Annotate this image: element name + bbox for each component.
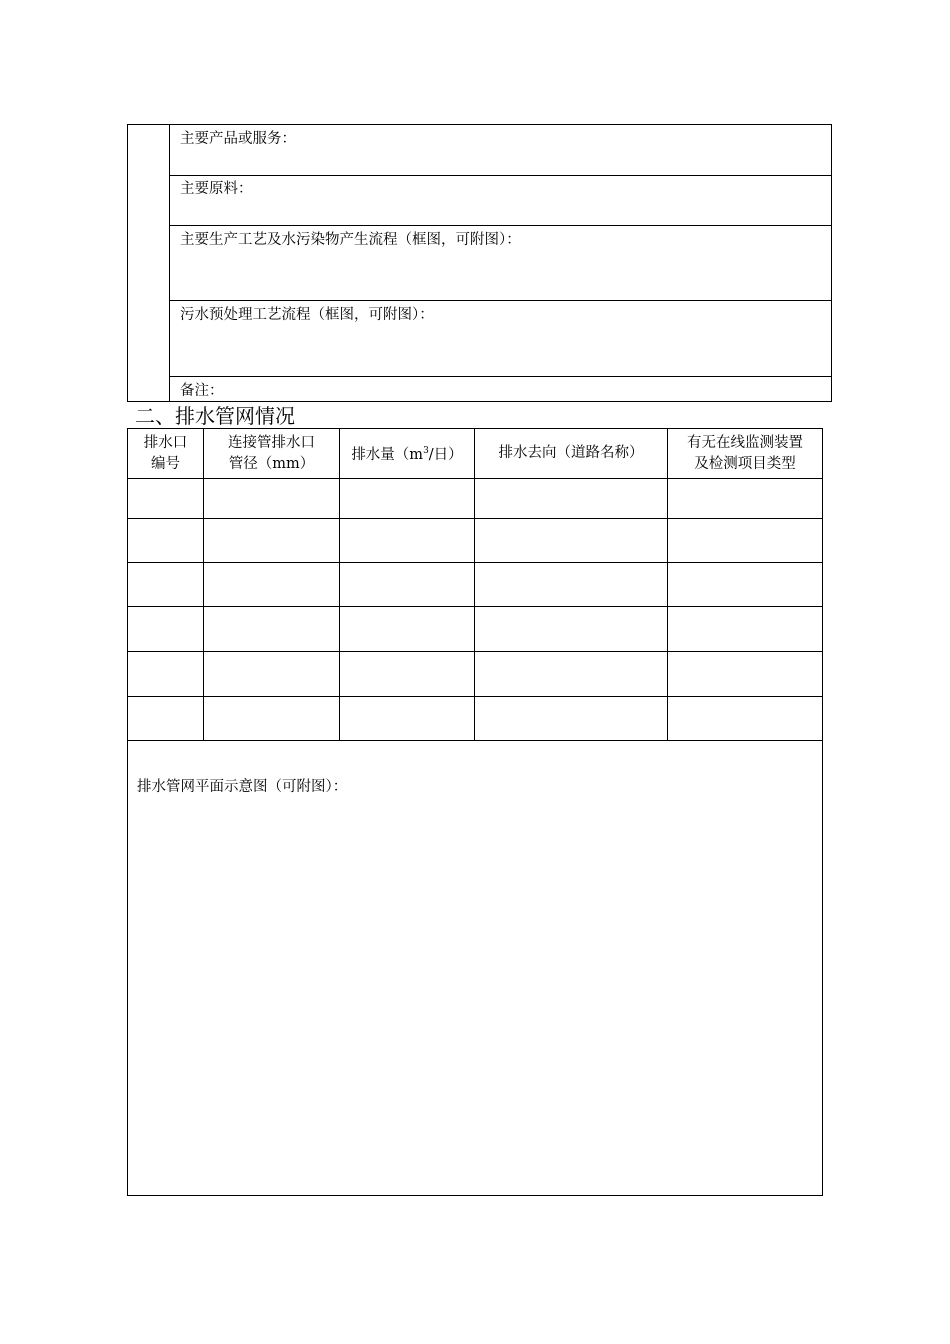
table-cell[interactable] <box>340 697 474 740</box>
table-cell[interactable] <box>128 697 203 740</box>
table-cell[interactable] <box>128 519 203 562</box>
table-cell[interactable] <box>475 479 667 518</box>
table-cell[interactable] <box>204 652 339 696</box>
header-discharge-volume: 排水量（$m^3/$日） <box>351 446 463 463</box>
table-cell[interactable] <box>128 607 203 651</box>
table-cell[interactable] <box>340 563 474 606</box>
header-discharge-destination: 排水去向（道路名称） <box>498 445 644 461</box>
row-divider <box>127 740 823 741</box>
section-title: 二、排水管网情况 <box>135 404 295 428</box>
network-diagram-label: 排水管网平面示意图（可附图）： <box>137 779 348 795</box>
table-cell[interactable] <box>340 652 474 696</box>
main-materials-label: 主要原料： <box>180 181 253 197</box>
table-cell[interactable] <box>204 519 339 562</box>
table-border-top <box>127 124 832 125</box>
table-border-bottom <box>127 1195 823 1196</box>
header-online-monitoring: 有无在线监测装置 及检测项目类型 <box>687 434 803 472</box>
table-cell[interactable] <box>668 607 822 651</box>
row-divider <box>169 175 832 176</box>
table-cell[interactable] <box>204 697 339 740</box>
table-cell[interactable] <box>128 563 203 606</box>
table-cell[interactable] <box>668 652 822 696</box>
production-process-field[interactable] <box>170 250 831 300</box>
row-divider <box>169 376 832 377</box>
main-products-label: 主要产品或服务： <box>180 131 296 147</box>
table-cell[interactable] <box>668 519 822 562</box>
table-cell[interactable] <box>668 697 822 740</box>
main-products-field[interactable] <box>170 148 831 175</box>
header-outlet-number: 排水口 编号 <box>143 434 188 472</box>
remarks-label: 备注： <box>180 383 224 399</box>
table-cell[interactable] <box>204 479 339 518</box>
table-cell[interactable] <box>204 607 339 651</box>
table-cell[interactable] <box>668 479 822 518</box>
table-border-right <box>822 428 823 1196</box>
table-cell[interactable] <box>668 563 822 606</box>
table-border-bottom <box>127 401 832 402</box>
row-divider <box>169 225 832 226</box>
table-cell[interactable] <box>204 563 339 606</box>
table-cell[interactable] <box>340 519 474 562</box>
table-cell[interactable] <box>475 563 667 606</box>
table-cell[interactable] <box>475 652 667 696</box>
table-cell[interactable] <box>128 652 203 696</box>
table-cell[interactable] <box>128 479 203 518</box>
table-cell[interactable] <box>475 607 667 651</box>
production-process-label: 主要生产工艺及水污染物产生流程（框图，可附图）： <box>180 232 521 248</box>
table-cell[interactable] <box>340 479 474 518</box>
row-divider <box>169 300 832 301</box>
table-cell[interactable] <box>475 697 667 740</box>
table-cell[interactable] <box>340 607 474 651</box>
main-materials-field[interactable] <box>170 198 831 225</box>
network-diagram-area[interactable] <box>128 800 822 1195</box>
table-border-left <box>127 124 128 402</box>
pretreatment-process-label: 污水预处理工艺流程（框图，可附图）： <box>180 307 434 323</box>
table-cell[interactable] <box>475 519 667 562</box>
pretreatment-process-field[interactable] <box>170 325 831 376</box>
header-pipe-diameter: 连接管排水口 管径（mm） <box>228 434 315 472</box>
table-border-right <box>831 124 832 402</box>
